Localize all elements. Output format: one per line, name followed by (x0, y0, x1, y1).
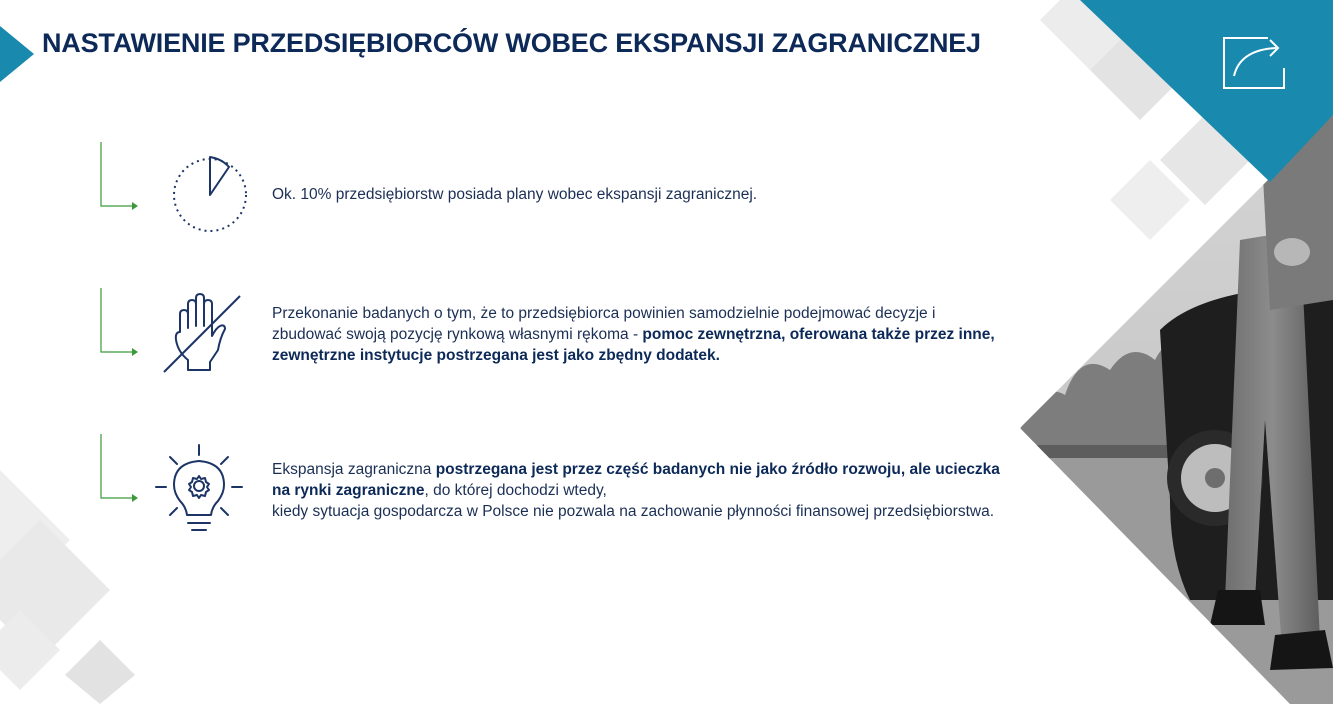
businessman-car-photo (1020, 0, 1333, 704)
item-text-1: Ok. 10% przedsiębiorstw posiada plany wobec ekspansji zagranicznej. (272, 186, 758, 203)
bullet-arrow-icon (97, 432, 141, 502)
title-marker (0, 26, 36, 82)
bullet-arrow-icon (97, 140, 141, 210)
lightbulb-gear-icon (154, 443, 244, 539)
bullet-arrow-icon (97, 286, 141, 356)
hand-crossed-icon (160, 292, 244, 374)
page-title: NASTAWIENIE PRZEDSIĘBIORCÓW WOBEC EKSPANSJI ZAGRANICZNEJ (42, 28, 981, 58)
item-text-2: Przekonanie badanych o tym, że to przedsiębiorca powinien samodzielnie podejmować decyzje i zbudować swoją pozycję rynkową własnymi rękoma - pomoc zewnętrzna, oferowana także przez inne, zewnętrzne instytucje postrzegana jest jako zbędny dodatek. (272, 305, 995, 364)
item-text-3: Ekspansja zagraniczna postrzegana jest przez część badanych nie jako źródło rozwoju, ale ucieczka na rynki zagraniczne, do której dochodzi wtedy, kiedy sytuacja gospodarcza w Polsce nie pozwala na zachowanie płynności finansowej przedsiębiorstwa. (272, 461, 1000, 520)
share-arrow-icon[interactable] (1222, 36, 1286, 90)
pie-timer-icon (170, 155, 252, 237)
